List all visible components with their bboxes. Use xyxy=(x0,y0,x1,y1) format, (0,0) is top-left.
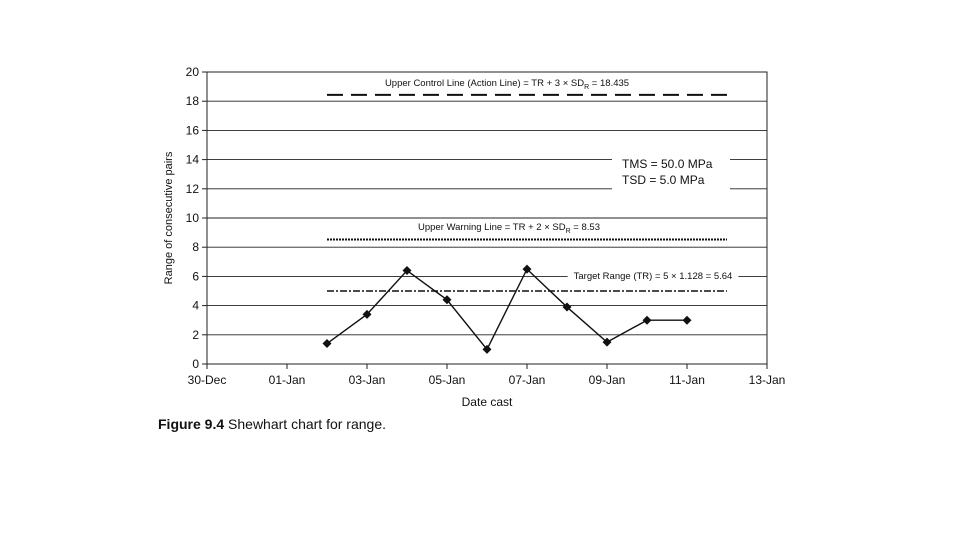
y-tick-label: 14 xyxy=(185,152,199,167)
figure-caption xyxy=(158,416,386,432)
annotation-tms: TMS = 50.0 MPa xyxy=(622,157,713,171)
x-tick-label: 13-Jan xyxy=(748,373,786,387)
y-tick-label: 6 xyxy=(192,269,199,284)
x-tick-label: 07-Jan xyxy=(508,373,546,387)
y-tick-label: 2 xyxy=(192,327,199,342)
grid-lines xyxy=(207,72,767,335)
caption-text: Shewhart chart for range. xyxy=(228,416,387,432)
y-tick-label: 12 xyxy=(185,181,199,196)
x-tick-label: 09-Jan xyxy=(588,373,626,387)
y-tick-label: 8 xyxy=(192,240,199,255)
y-tick-label: 20 xyxy=(185,65,199,79)
annotation-tsd: TSD = 5.0 MPa xyxy=(622,173,705,187)
reference-line-label: Target Range (TR) = 5 × 1.128 = 5.64 xyxy=(573,271,733,282)
data-point xyxy=(683,316,692,325)
data-point xyxy=(643,316,652,325)
reference-line-label: Upper Control Line (Action Line) = TR + $3 \times SD_R = 18.435$ xyxy=(384,78,630,91)
y-tick-label: 0 xyxy=(192,357,199,371)
y-tick-label: 10 xyxy=(185,211,199,225)
x-tick-label: 05-Jan xyxy=(428,373,466,387)
caption-label: Figure 9.4 xyxy=(158,416,225,432)
x-axis-title: Date cast xyxy=(461,395,513,409)
y-tick-label: 4 xyxy=(192,298,199,313)
x-tick-label: 11-Jan xyxy=(669,373,705,387)
x-tick-label: 01-Jan xyxy=(268,373,306,387)
y-tick-label: 16 xyxy=(185,123,199,138)
y-tick-label: 18 xyxy=(185,94,199,109)
x-tick-label: 30-Dec xyxy=(187,373,227,387)
reference-line-label: Upper Warning Line = TR + $2 \times SD_R = 8.53$ xyxy=(418,222,600,235)
y-axis-title: Range of consecutive pairs xyxy=(163,151,175,285)
x-tick-label: 03-Jan xyxy=(348,373,386,387)
